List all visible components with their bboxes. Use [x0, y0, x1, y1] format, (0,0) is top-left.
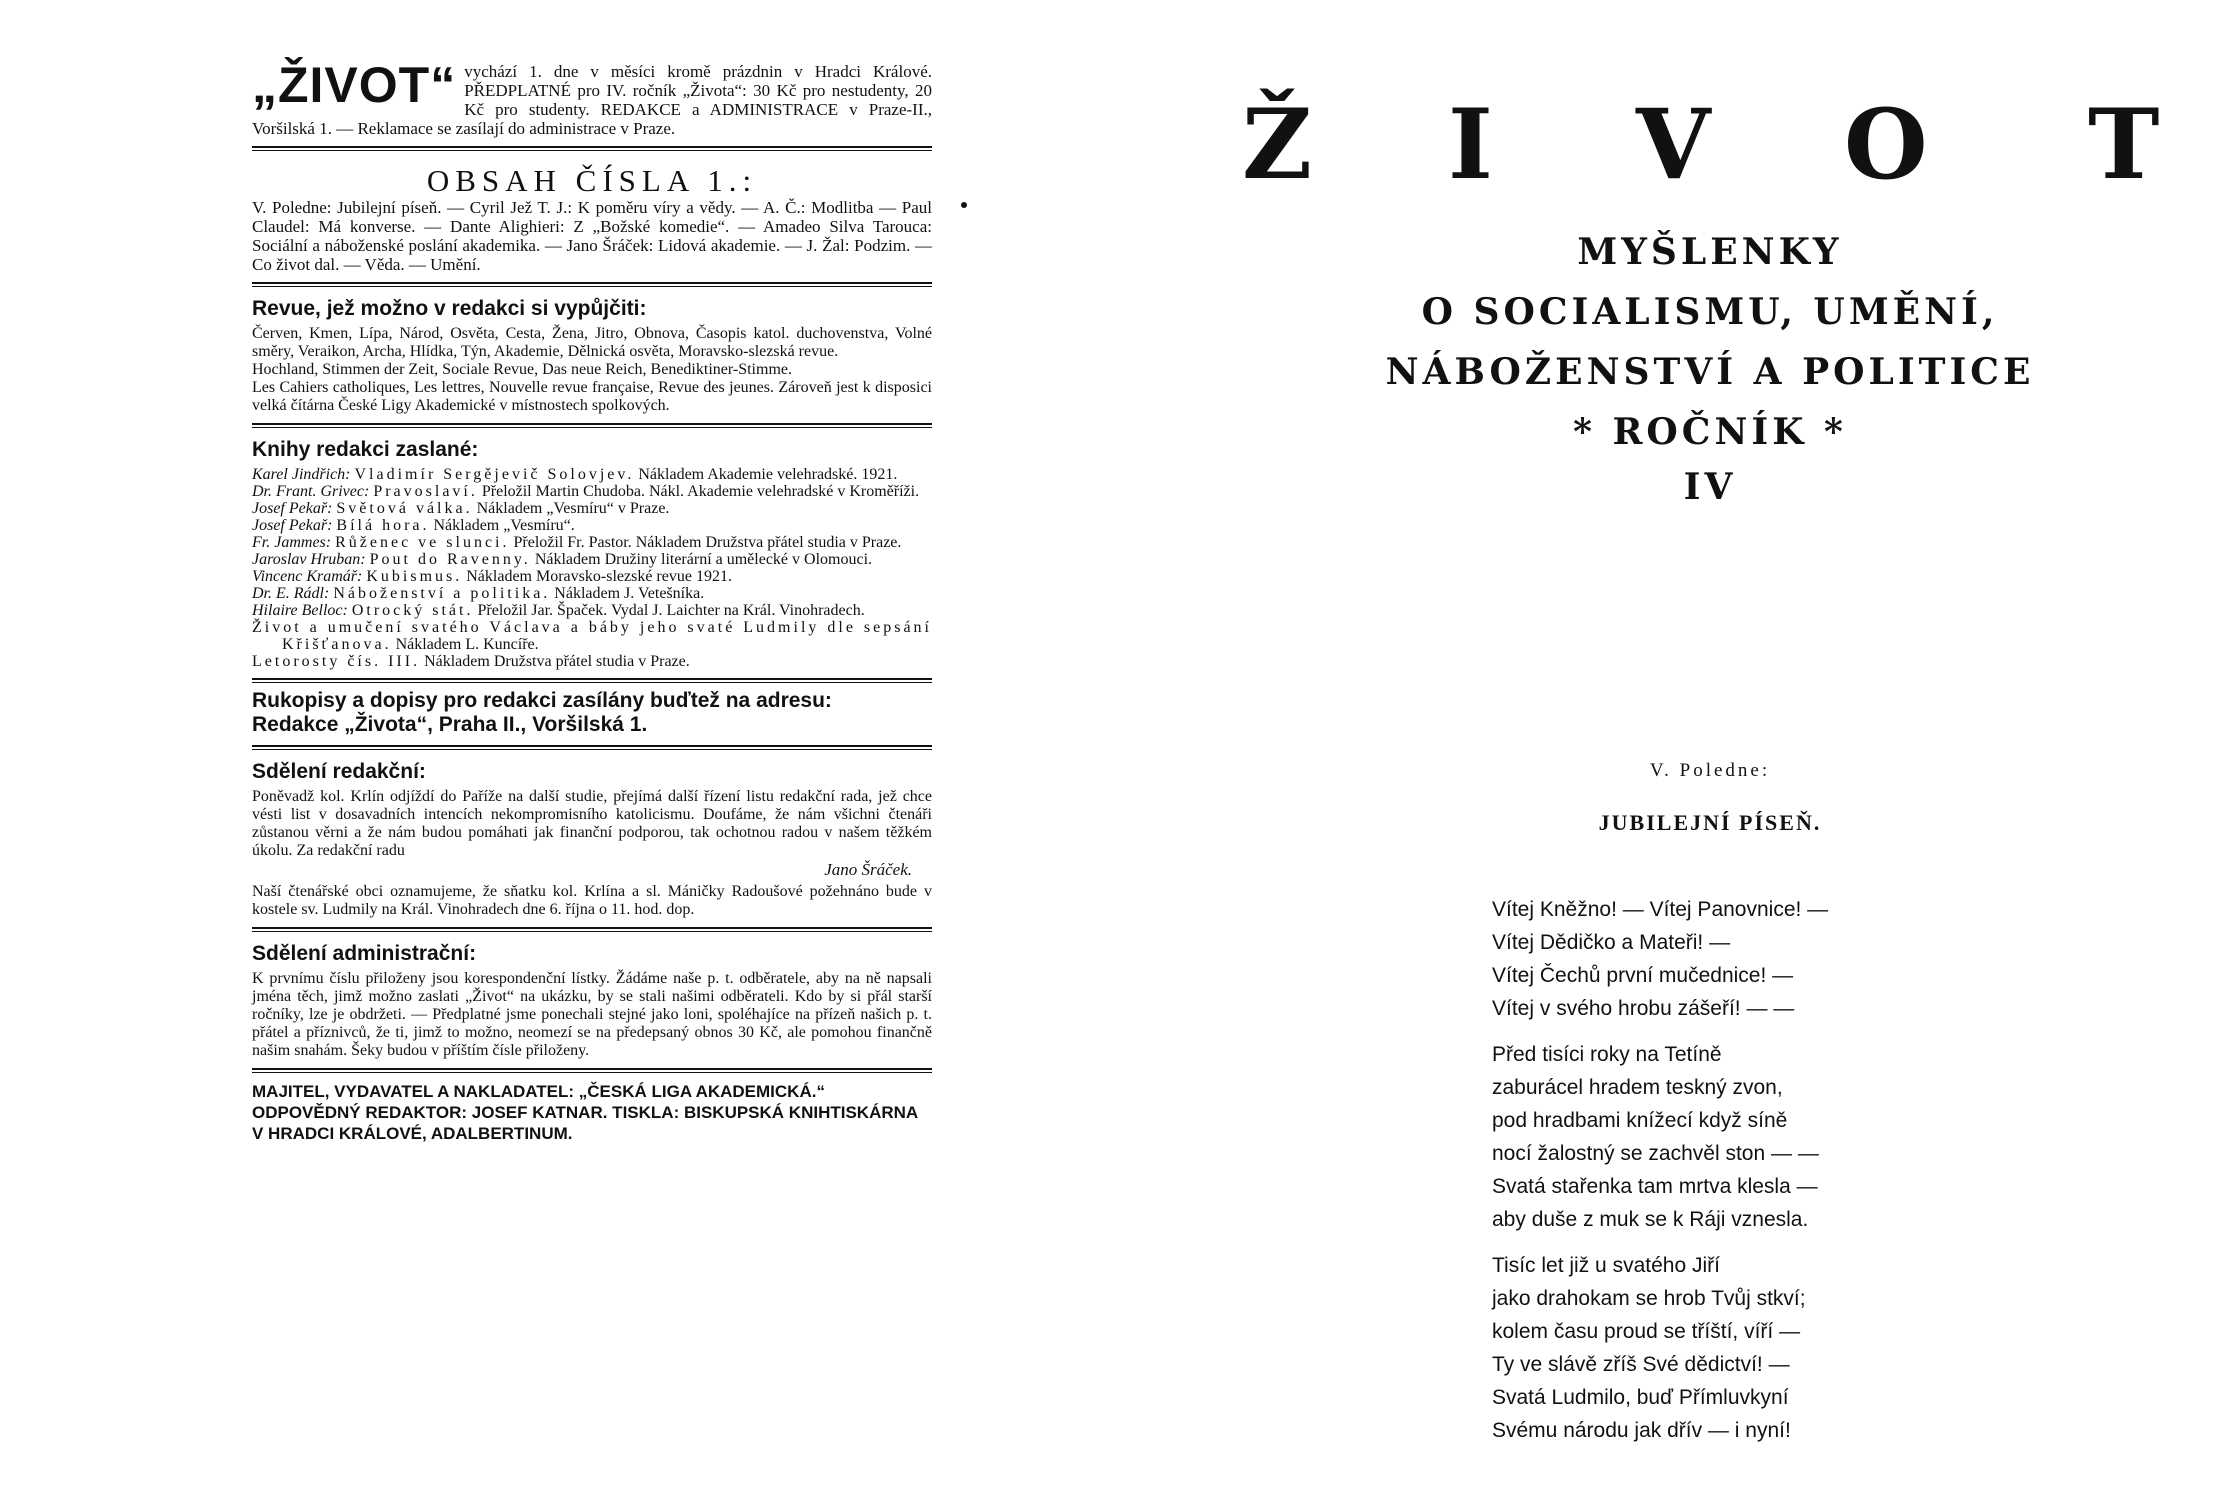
book-author: Fr. Jammes:	[252, 534, 332, 551]
book-author: Karel Jindřich:	[252, 466, 351, 483]
margin-dot	[961, 202, 967, 208]
title-letter: O	[1844, 88, 1928, 201]
books-list	[252, 466, 932, 670]
revue-paragraph: Hochland, Stimmen der Zeit, Sociale Revue, Das neue Reich, Benediktiner-Stimme.	[252, 361, 792, 378]
poem-line: Svému národu jak dřív — i nyní!	[1492, 1419, 1791, 1442]
journal-title	[1230, 90, 2190, 210]
manuscripts-notice	[252, 689, 932, 737]
poem-line: jako drahokam se hrob Tvůj stkví;	[1492, 1287, 1806, 1310]
poem-line: aby duše z muk se k Ráji vznesla.	[1492, 1208, 1809, 1231]
book-publisher: Nákladem Akademie velehradské. 1921.	[638, 466, 898, 483]
subtitle-line: O SOCIALISMU, UMĚNÍ,	[1421, 291, 1999, 333]
poem-line: pod hradbami knížecí když síně	[1492, 1109, 1788, 1132]
admin-notice-title: Sdělení administrační:	[252, 942, 477, 965]
editorial-announcement: Naší čtenářské obci oznamujeme, že sňatku kol. Krlína a sl. Máničky Radoušové požehnáno bude v kostele sv. Ludmily na Král. Vinohradech dne 6. října o 11. hod. dop.	[252, 883, 932, 918]
book-author: Josef Pekař:	[252, 500, 333, 517]
divider	[252, 678, 932, 683]
poem-line: zaburácel hradem teskný zvon,	[1492, 1076, 1783, 1099]
revue-paragraph: Červen, Kmen, Lípa, Národ, Osvěta, Cesta, Žena, Jitro, Obnova, Časopis katol. duchovenstva, Volné směry, Veraikon, Archa, Hlídka, Týn, Akademie, Dělnická osvěta, Moravsko-slezská revue.	[252, 325, 932, 360]
book-title: Kubismus.	[366, 568, 463, 585]
book-entry	[252, 551, 932, 568]
poem-title: JUBILEJNÍ PÍSEŇ.	[1598, 810, 1822, 835]
book-author: Dr. Frant. Grivec:	[252, 483, 370, 500]
divider	[252, 927, 932, 932]
book-publisher: Přeložil Jar. Špaček. Vydal J. Laichter na Král. Vinohradech.	[477, 602, 865, 619]
book-entry	[252, 500, 932, 517]
book-publisher: Nákladem „Vesmíru“ v Praze.	[476, 500, 670, 517]
book-author: Josef Pekař:	[252, 517, 333, 534]
book-entry	[252, 602, 932, 619]
poem-stanza	[1492, 1038, 1992, 1236]
poem-line: nocí žalostný se zachvěl ston — —	[1492, 1142, 1819, 1165]
subtitle-line: NÁBOŽENSTVÍ A POLITICE	[1385, 351, 2035, 393]
book-publisher: Přeložil Martin Chudoba. Nákl. Akademie velehradské v Kroměříži.	[481, 483, 920, 500]
book-entry	[252, 585, 932, 602]
editorial-signature: Jano Šráček.	[824, 860, 912, 879]
divider	[252, 146, 932, 151]
book-title: Bílá hora.	[336, 517, 430, 534]
book-publisher: Nákladem Moravsko-slezské revue 1921.	[466, 568, 732, 585]
left-page	[252, 57, 932, 1144]
subtitle-line: MYŠLENKY	[1577, 231, 1843, 273]
book-entry	[252, 568, 932, 585]
poem-stanza	[1492, 893, 1992, 1025]
book-entry	[252, 619, 932, 653]
poem-line: Svatá stařenka tam mrtva klesla —	[1492, 1175, 1818, 1198]
editorial-notice-text: Poněvadž kol. Krlín odjíždí do Paříže na další studie, přejímá další řízení listu redakční rada, jež chce vésti list v dosavadních intencích nekompromisního katolicismu. Doufáme, že nám všichni čtenáři zůstanou věrni a že nám budou pomáhati jak finanční podporou, tak ochotnou radou v našem těžkém úkolu. Za redakční radu	[252, 788, 932, 859]
editorial-notice-title: Sdělení redakční:	[252, 760, 426, 783]
title-letter: Ž	[1242, 88, 1313, 201]
poem-line: Tisíc let již u svatého Jiří	[1492, 1254, 1720, 1277]
poem-line: Vítej Kněžno! — Vítej Panovnice! —	[1492, 898, 1829, 921]
masthead-logo: „ŽIVOT“	[252, 57, 457, 113]
book-entry	[252, 534, 932, 551]
subtitle-line: IV	[1683, 466, 1737, 508]
manuscripts-address: Redakce „Života“, Praha II., Voršilská 1.	[252, 713, 648, 736]
book-title: Pout do Ravenny.	[369, 551, 531, 568]
divider	[252, 282, 932, 287]
revue-title: Revue, jež možno v redakci si vypůjčiti:	[252, 297, 647, 320]
book-title: Život a umučení svatého Václava a báby jeho svaté Ludmily dle sepsání Křišťanova.	[252, 619, 932, 653]
masthead	[252, 57, 932, 138]
poem-line: Ty ve slávě zříš Své dědictví! —	[1492, 1353, 1790, 1376]
book-entry	[252, 653, 932, 670]
book-entry	[252, 466, 932, 483]
poem-stanza	[1492, 1249, 1992, 1447]
book-title: Letorosty čís. III.	[252, 653, 421, 670]
book-publisher: Nákladem J. Vetešníka.	[554, 585, 705, 602]
contents-title: OBSAH ČÍSLA 1.:	[426, 163, 758, 198]
poem	[1492, 893, 1992, 1460]
book-title: Světová válka.	[336, 500, 473, 517]
imprint-footer: MAJITEL, VYDAVATEL A NAKLADATEL: „ČESKÁ LIGA AKADEMICKÁ.“ ODPOVĚDNÝ REDAKTOR: JOSEF KATNAR. TISKLA: BISKUPSKÁ KNIHTISKÁRNA V HRADCI KRÁLOVÉ, ADALBERTINUM.	[252, 1082, 918, 1143]
poem-line: Svatá Ludmilo, buď Přímluvkyní	[1492, 1386, 1789, 1409]
poem-line: Před tisíci roky na Tetíně	[1492, 1043, 1722, 1066]
editorial-signature-line	[252, 860, 932, 879]
subtitle-line: * ROČNÍK *	[1573, 411, 1847, 453]
divider	[252, 745, 932, 750]
book-title: Náboženství a politika.	[333, 585, 551, 602]
book-title: Otrocký stát.	[351, 602, 474, 619]
right-page	[1230, 0, 2190, 1500]
book-entry	[252, 517, 932, 534]
book-title: Pravoslaví.	[373, 483, 478, 500]
title-letter: T	[2088, 88, 2160, 201]
books-title: Knihy redakci zaslané:	[252, 438, 479, 461]
poem-line: kolem času proud se tříští, víří —	[1492, 1320, 1801, 1343]
poem-author: V. Poledne:	[1649, 760, 1771, 781]
poem-line: Vítej Čechů první mučednice! —	[1492, 964, 1794, 987]
revue-paragraph: Les Cahiers catholiques, Les lettres, Nouvelle revue française, Revue des jeunes. Zároveň jest k disposici velká čítárna České Ligy Akademické v místnostech spolkových.	[252, 379, 932, 414]
divider	[252, 1068, 932, 1073]
book-author: Jaroslav Hruban:	[252, 551, 366, 568]
book-author: Dr. E. Rádl:	[252, 585, 330, 602]
divider	[252, 423, 932, 428]
book-title: Vladimír Sergějevič Solovjev.	[354, 466, 635, 483]
book-entry	[252, 483, 932, 500]
book-author: Vincenc Kramář:	[252, 568, 363, 585]
book-publisher: Nákladem Družstva přátel studia v Praze.	[424, 653, 690, 670]
contents-text: V. Poledne: Jubilejní píseň. — Cyril Jež T. J.: K poměru víry a vědy. — A. Č.: Modlitba — Paul Claudel: Má konverse. — Dante Alighieri: Z „Božské komedie“. — Amadeo Silva Tarouca: Sociální a náboženské poslání akademika. — Jano Šráček: Lidová akademie. — J. Žal: Podzim. — Co život dal. — Věda. — Umění.	[252, 198, 932, 274]
book-publisher: Nákladem „Vesmíru“.	[433, 517, 575, 534]
poem-line: Vítej Dědičko a Mateři! —	[1492, 931, 1731, 954]
book-publisher: Přeložil Fr. Pastor. Nákladem Družstva přátel studia v Praze.	[513, 534, 902, 551]
title-letter: I	[1448, 88, 1493, 201]
admin-notice-text: K prvnímu číslu přiloženy jsou korespondenční lístky. Žádáme naše p. t. odběratele, aby na ně napsali jména těch, jimž možno zaslati „Život“ na ukázku, by se stali našimi odběrateli. Kdo by si přál starší ročníky, lze je obdržeti. — Předplatné jsme ponechali stejné jako loni, spoléhajíce na přízeň našich p. t. přátel a příznivců, že ti, jimž to možno, neomezí se na předepsaný obnos 30 Kč, ale pomohou finančně našim snahám. Šeky budou v příštím čísle přiloženy.	[252, 970, 932, 1059]
manuscripts-line: Rukopisy a dopisy pro redakci zasílány buďtež na adresu:	[252, 689, 832, 712]
book-title: Růženec ve slunci.	[335, 534, 510, 551]
title-letter: V	[1636, 88, 1711, 201]
poem-line: Vítej v svého hrobu zášeří! — —	[1492, 997, 1795, 1020]
masthead-text: vychází 1. dne v měsíci kromě prázdnin v Hradci Králové. PŘEDPLATNÉ pro IV. ročník „Života“: 30 Kč pro nestudenty, 20 Kč pro studenty. REDAKCE a ADMINISTRACE v Praze-II., Voršilská 1. — Reklamace se zasílají do administrace v Praze.	[252, 62, 932, 138]
book-publisher: Nákladem Družiny literární a umělecké v Olomouci.	[534, 551, 873, 568]
book-author: Hilaire Belloc:	[252, 602, 348, 619]
book-publisher: Nákladem L. Kuncíře.	[395, 636, 539, 653]
